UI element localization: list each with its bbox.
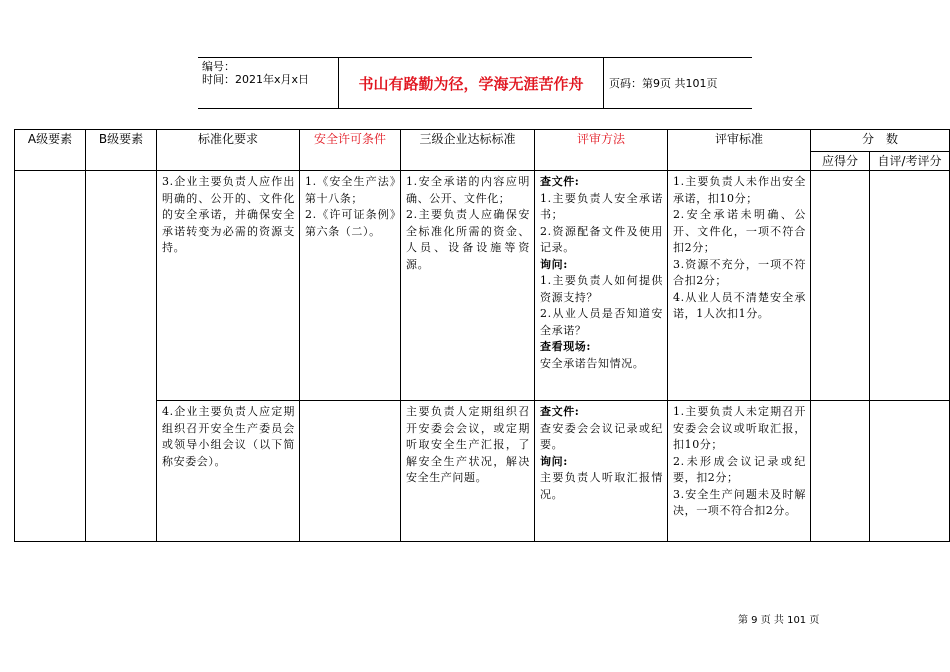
score-due-cell [811, 171, 870, 401]
header-motto: 书山有路勤为径，学海无涯苦作舟 [338, 58, 604, 108]
review-std-cell [668, 171, 810, 323]
permit-cond-cell [300, 171, 400, 240]
col-review-method: 评审方法 [535, 130, 668, 171]
third-level-line: 主要负责人定期组织召开安委会会议，或定期听取安全生产汇报，了解安全生产状况，解决安全生产问题。 [406, 405, 530, 484]
permit-line: 2.《许可证条例》第六条（二）。 [305, 208, 396, 238]
col-review-std: 评审标准 [668, 130, 811, 171]
review-method-cell [535, 171, 667, 372]
col-standard-req: 标准化要求 [157, 130, 300, 171]
col-third-level: 三级企业达标标准 [401, 130, 535, 171]
score-self-cell [870, 171, 950, 401]
col-score: 分 数 [811, 130, 950, 152]
std-line: 3.安全生产问题未及时解决，一项不符合扣2分。 [673, 487, 806, 517]
std-line: 2.安全承诺未明确、公开、文件化，一项不符合扣2分； [673, 208, 806, 254]
header-meta [202, 60, 309, 86]
method-line: 查安委会会议记录或纪要。 [540, 421, 663, 451]
third-level-line: 1.安全承诺的内容应明确、公开、文件化； [406, 175, 530, 205]
third-level-cell [401, 171, 534, 273]
third-level-line: 2.主要负责人应确保安全标准化所需的资金、人员、设备设施等资源。 [406, 208, 530, 271]
method-line: 询问: [540, 257, 568, 271]
review-method-cell [535, 401, 667, 503]
method-line: 2.资源配备文件及使用记录。 [540, 224, 663, 254]
method-line: 1.主要负责人安全承诺书； [540, 191, 663, 221]
method-line: 询问: [540, 454, 568, 468]
permit-cond-cell [300, 401, 401, 542]
b-level-cell [86, 171, 157, 542]
permit-line: 1.《安全生产法》第十八条； [305, 175, 396, 205]
a-level-cell [15, 171, 86, 542]
method-line: 安全承诺告知情况。 [540, 356, 645, 370]
col-b-level: B级要素 [86, 130, 157, 171]
standard-req-cell: 4.企业主要负责人应定期组织召开安全生产委员会或领导小组会议（以下简称安委会）。 [162, 405, 295, 468]
std-line: 1.主要负责人未定期召开安委会会议或听取汇报，扣10分； [673, 405, 806, 451]
method-line: 主要负责人听取汇报情况。 [540, 471, 663, 501]
page-footer: 第 9 页 共 101 页 [738, 615, 820, 626]
method-line: 查文件: [540, 175, 580, 188]
col-score-self: 自评/考评分 [870, 152, 950, 171]
third-level-cell [401, 401, 534, 487]
score-due-cell [811, 401, 870, 542]
table-row [15, 171, 950, 401]
col-score-due: 应得分 [811, 152, 870, 171]
method-line: 查看现场: [540, 340, 592, 353]
review-table [14, 129, 950, 542]
std-line: 4.从业人员不清楚安全承诺，1人次扣1分。 [673, 290, 806, 320]
method-line: 1.主要负责人如何提供资源支持？ [540, 274, 663, 304]
header-page-info: 页码：第9页 共101页 [609, 77, 718, 90]
review-std-cell [668, 401, 810, 520]
standard-req-cell: 3.企业主要负责人应作出明确的、公开的、文件化的安全承诺，并确保安全承诺转变为必需的资源支持。 [162, 175, 295, 254]
method-line: 查文件: [540, 405, 580, 418]
time-label: 时间：2021年x月x日 [202, 73, 310, 86]
std-line: 2.未形成会议记录或纪要，扣2分； [673, 454, 806, 484]
code-label: 编号： [202, 60, 235, 73]
col-permit-cond: 安全许可条件 [300, 130, 401, 171]
page-header [198, 57, 752, 109]
method-line: 2.从业人员是否知道安全承诺？ [540, 307, 663, 337]
score-self-cell [870, 401, 950, 542]
std-line: 1.主要负责人未作出安全承诺，扣10分； [673, 175, 806, 205]
col-a-level: A级要素 [15, 130, 86, 171]
std-line: 3.资源不充分，一项不符合扣2分； [673, 257, 806, 287]
